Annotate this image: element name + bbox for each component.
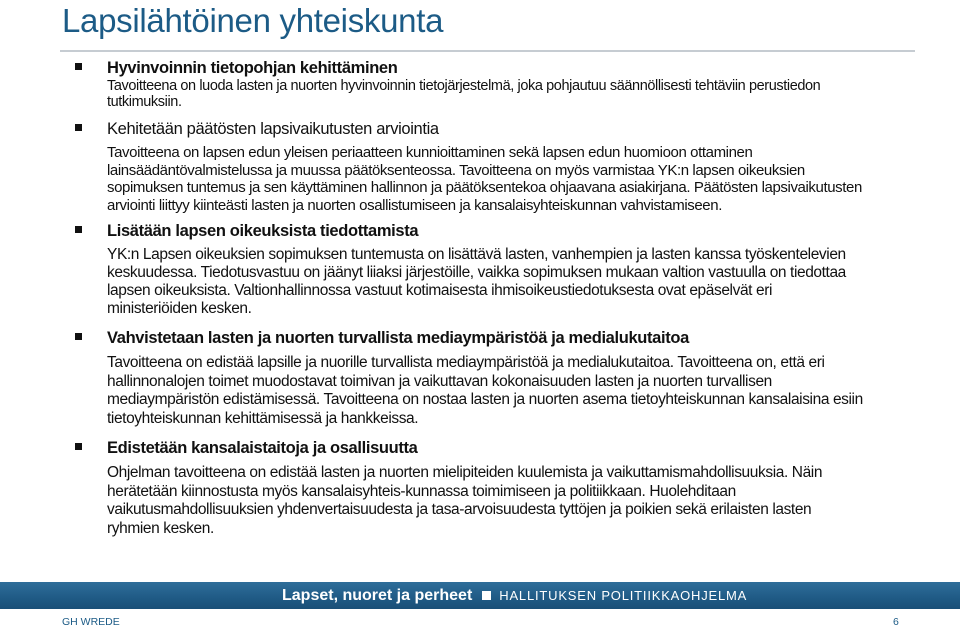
list-item [75, 328, 865, 428]
list-item [75, 119, 865, 214]
bullet-square-icon [75, 124, 82, 131]
page-number: 6 [893, 616, 899, 628]
bullet-square-icon [75, 226, 82, 233]
item-heading: Edistetään kansalaistaitoja ja osallisuutta [107, 439, 418, 457]
title-divider [60, 50, 915, 52]
bullet-square-icon [75, 333, 82, 340]
banner-program-name: Lapset, nuoret ja perheet [282, 587, 473, 604]
list-item [75, 221, 865, 318]
bullet-square-icon [75, 63, 82, 70]
bullet-square-icon [75, 443, 82, 450]
item-body: Ohjelman tavoitteena on edistää lasten ja nuorten mielipiteiden kuulemista ja vaikuttamismahdollisuuksia. Näin herätetään kiinnostusta myös kansalaisyhteis-kunnassa toimimiseen ja politiikkaan. Huolehditaan vaikutusmahdollisuuksien yhdenvertaisuudesta ja tasa-arvoisuudesta tyttöjen ja poikien sekä erilaisten lasten ryhmien kesken. [107, 464, 823, 537]
item-heading: Lisätään lapsen oikeuksista tiedottamista [107, 222, 419, 240]
slide-title: Lapsilähtöinen yhteiskunta [62, 2, 444, 39]
item-body: YK:n Lapsen oikeuksien sopimuksen tuntemusta on lisättävä lasten, vanhempien ja lasten kanssa työskentelevien keskuudessa. Tiedotusvastuu on jäänyt liiaksi järjestöille, vaikka sopimuksen mukaan valtion vastuulla on tiedottaa lapsen oikeuksista. Valtionhallinnossa vastuut kotimaisesta ihmisoikeustiedotuksesta ovat epäselvät eri ministeriöiden kesken. [107, 246, 846, 317]
footer-author: GH WREDE [62, 616, 120, 628]
banner-government-program: HALLITUKSEN POLITIIKKAOHJELMA [499, 588, 748, 603]
item-body: Tavoitteena on edistää lapsille ja nuorille turvallista mediaympäristöä ja medialukutaitoa. Tavoitteena on, että eri hallinnonalojen toimet muodostavat toimivan ja vaikuttavan kokonaisuuden lasten ja nuorten turvallisen mediaympäristön edistämisessä. Tavoitteena on nostaa lasten ja nuorten asema tietoyhteiskunnan kansalaisina esiin tietoyhteiskunnan kehittämisessä ja hankkeissa. [107, 354, 863, 427]
list-item [75, 438, 865, 538]
item-body: Tavoitteena on lapsen edun yleisen periaatteen kunnioittaminen sekä lapsen edun huomioon ottaminen lainsäädäntövalmistelussa ja muussa päätöksenteossa. Tavoitteena on myös varmistaa YK:n lapsen oikeuksien sopimuksen tuntemus ja sen käyttäminen hallinnon ja päätöksentekoa ohjaavana asiakirjana. Päätösten lapsivaikutusten arviointi liittyy kiinteästi lasten ja nuorten osallistumiseen ja kansalaisyhteiskunnan vahvistamiseen. [107, 144, 862, 214]
footer-banner [0, 582, 960, 609]
item-heading: Kehitetään päätösten lapsivaikutusten arviointia [107, 120, 439, 138]
item-body: Tavoitteena on luoda lasten ja nuorten hyvinvoinnin tietojärjestelmä, joka pohjautuu säännöllisesti tehtäviin perustiedon tutkimuksiin. [107, 78, 821, 110]
banner-text [282, 586, 747, 605]
bullet-list [75, 58, 865, 538]
item-heading: Vahvistetaan lasten ja nuorten turvallista mediaympäristöä ja medialukutaitoa [107, 329, 689, 347]
list-item [75, 58, 865, 110]
square-separator-icon [482, 591, 491, 600]
item-heading: Hyvinvoinnin tietopohjan kehittäminen [107, 59, 398, 77]
